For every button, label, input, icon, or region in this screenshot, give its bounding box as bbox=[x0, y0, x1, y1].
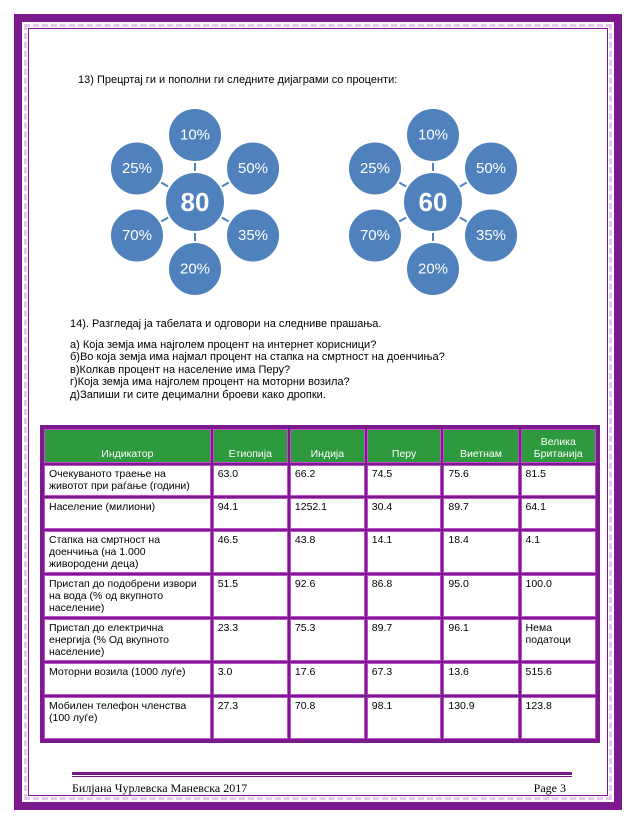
outer-circle-label: 70% bbox=[359, 227, 390, 244]
table-cell: 70.8 bbox=[290, 697, 365, 739]
table-cell: 66.2 bbox=[290, 465, 365, 496]
table-cell: Стапка на смртност на доенчиња (на 1.000 живородени деца) bbox=[44, 531, 211, 573]
outer-circle bbox=[168, 242, 222, 296]
table-cell: 18.4 bbox=[443, 531, 518, 573]
outer-circle-label: 50% bbox=[238, 160, 269, 177]
table-row bbox=[44, 697, 596, 739]
table-cell: Очекуваното траење на животот при раѓање (години) bbox=[44, 465, 211, 496]
connector-line bbox=[459, 182, 468, 187]
outer-circle bbox=[464, 209, 518, 263]
outer-circle-label: 35% bbox=[238, 227, 269, 244]
table-cell: 123.8 bbox=[521, 697, 596, 739]
table-cell: Пристап до подобрени извори на вода (% од вкупното население) bbox=[44, 575, 211, 617]
table-cell: 86.8 bbox=[367, 575, 442, 617]
connector-line bbox=[398, 217, 407, 222]
question-14-heading: 14). Разгледај ја табелата и одговори на следниве прашања. bbox=[70, 318, 382, 330]
table-cell: 81.5 bbox=[521, 465, 596, 496]
outer-circle-label: 20% bbox=[417, 260, 449, 278]
table-cell: 89.7 bbox=[443, 498, 518, 529]
outer-circle-label: 70% bbox=[121, 227, 152, 244]
table-cell: 64.1 bbox=[521, 498, 596, 529]
center-circle bbox=[165, 172, 225, 232]
outer-circle bbox=[226, 209, 280, 263]
indicator-table bbox=[40, 425, 600, 743]
outer-circle-label: 50% bbox=[476, 160, 507, 177]
header-cell: Виетнам bbox=[443, 429, 518, 463]
outer-circle-label: 10% bbox=[179, 126, 211, 144]
question-item: в)Колкав процент на население има Перу? bbox=[70, 363, 291, 376]
question-item: г)Која земја има најголем процент на моторни возила? bbox=[70, 376, 350, 388]
header-cell: Велика Британија bbox=[521, 429, 596, 463]
table-cell: 98.1 bbox=[367, 697, 442, 739]
outer-circle bbox=[406, 242, 460, 296]
outer-circle bbox=[226, 142, 280, 196]
page-number: Page 3 bbox=[533, 781, 566, 795]
table-cell: 17.6 bbox=[290, 663, 365, 695]
table-cell: 75.6 bbox=[443, 465, 518, 496]
footer-divider bbox=[72, 772, 572, 775]
table-row bbox=[44, 575, 596, 617]
header-cell: Етиопија bbox=[213, 429, 288, 463]
table-row bbox=[44, 619, 596, 661]
connector-line bbox=[160, 182, 169, 187]
outer-circle bbox=[110, 142, 164, 196]
center-circle-label: 80 bbox=[180, 187, 210, 217]
header-cell: Перу bbox=[367, 429, 442, 463]
footer-divider bbox=[72, 776, 572, 777]
connector-line bbox=[221, 217, 230, 222]
table-cell: 43.8 bbox=[290, 531, 365, 573]
table-cell: 14.1 bbox=[367, 531, 442, 573]
outer-circle-label: 25% bbox=[359, 160, 390, 177]
table-cell: 94.1 bbox=[213, 498, 288, 529]
table-cell: Пристап до електрична енергија (% Од вкупното население) bbox=[44, 619, 211, 661]
table-row bbox=[44, 663, 596, 695]
question-item: д)Запиши ги сите децимални броеви како дропки. bbox=[70, 388, 326, 401]
outer-circle bbox=[110, 209, 164, 263]
table-cell: 95.0 bbox=[443, 575, 518, 617]
table-cell: 63.0 bbox=[213, 465, 288, 496]
outer-circle bbox=[406, 108, 460, 162]
center-circle-label: 60 bbox=[418, 187, 448, 217]
table-cell: Моторни возила (1000 луѓе) bbox=[44, 663, 211, 695]
table-cell: 3.0 bbox=[213, 663, 288, 695]
footer-author: Билјана Чурлевска Маневска 2017 bbox=[72, 781, 248, 795]
table-cell: 4.1 bbox=[521, 531, 596, 573]
outer-circle bbox=[348, 142, 402, 196]
table-cell: Население (милиони) bbox=[44, 498, 211, 529]
connector-line bbox=[459, 217, 468, 222]
table-cell: 67.3 bbox=[367, 663, 442, 695]
table-row bbox=[44, 465, 596, 496]
table-row bbox=[44, 531, 596, 573]
question-14 bbox=[70, 318, 445, 401]
outer-circle-label: 10% bbox=[417, 126, 449, 144]
outer-circle-label: 25% bbox=[121, 160, 152, 177]
table-cell: 130.9 bbox=[443, 697, 518, 739]
table-cell: 75.3 bbox=[290, 619, 365, 661]
connector-line bbox=[160, 217, 169, 222]
table-cell: 96.1 bbox=[443, 619, 518, 661]
table-cell: 46.5 bbox=[213, 531, 288, 573]
outer-circle bbox=[348, 209, 402, 263]
outer-circle-label: 20% bbox=[179, 260, 211, 278]
table-cell: 515.6 bbox=[521, 663, 596, 695]
question-item: а) Која земја има најголем процент на интернет корисници? bbox=[70, 338, 377, 351]
question-item: б)Во која земја има најмал процент на стапка на смртност на доенчиња? bbox=[70, 351, 445, 363]
outer-circle bbox=[168, 108, 222, 162]
table-cell: Мобилен телефон членства (100 луѓе) bbox=[44, 697, 211, 739]
radial-diagram-1 bbox=[80, 100, 310, 310]
header-cell: Индикатор bbox=[44, 429, 211, 463]
table-cell: 30.4 bbox=[367, 498, 442, 529]
table-cell: 27.3 bbox=[213, 697, 288, 739]
table-cell: 23.3 bbox=[213, 619, 288, 661]
connector-line bbox=[398, 182, 407, 187]
table-cell: 51.5 bbox=[213, 575, 288, 617]
center-circle bbox=[403, 172, 463, 232]
outer-circle bbox=[464, 142, 518, 196]
table-cell: 100.0 bbox=[521, 575, 596, 617]
outer-circle-label: 35% bbox=[476, 227, 507, 244]
header-cell: Индија bbox=[290, 429, 365, 463]
table-header-row bbox=[44, 429, 596, 463]
table-cell: 92.6 bbox=[290, 575, 365, 617]
table-cell: 74.5 bbox=[367, 465, 442, 496]
question-13: 13) Прецртај ги и пополни ги следните дијаграми со проценти: bbox=[78, 74, 398, 86]
radial-diagram-2 bbox=[318, 100, 548, 310]
table-cell: 89.7 bbox=[367, 619, 442, 661]
table-row bbox=[44, 498, 596, 529]
connector-line bbox=[221, 182, 230, 187]
table-cell: 1252.1 bbox=[290, 498, 365, 529]
table-cell: 13.6 bbox=[443, 663, 518, 695]
table-cell: Нема податоци bbox=[521, 619, 596, 661]
